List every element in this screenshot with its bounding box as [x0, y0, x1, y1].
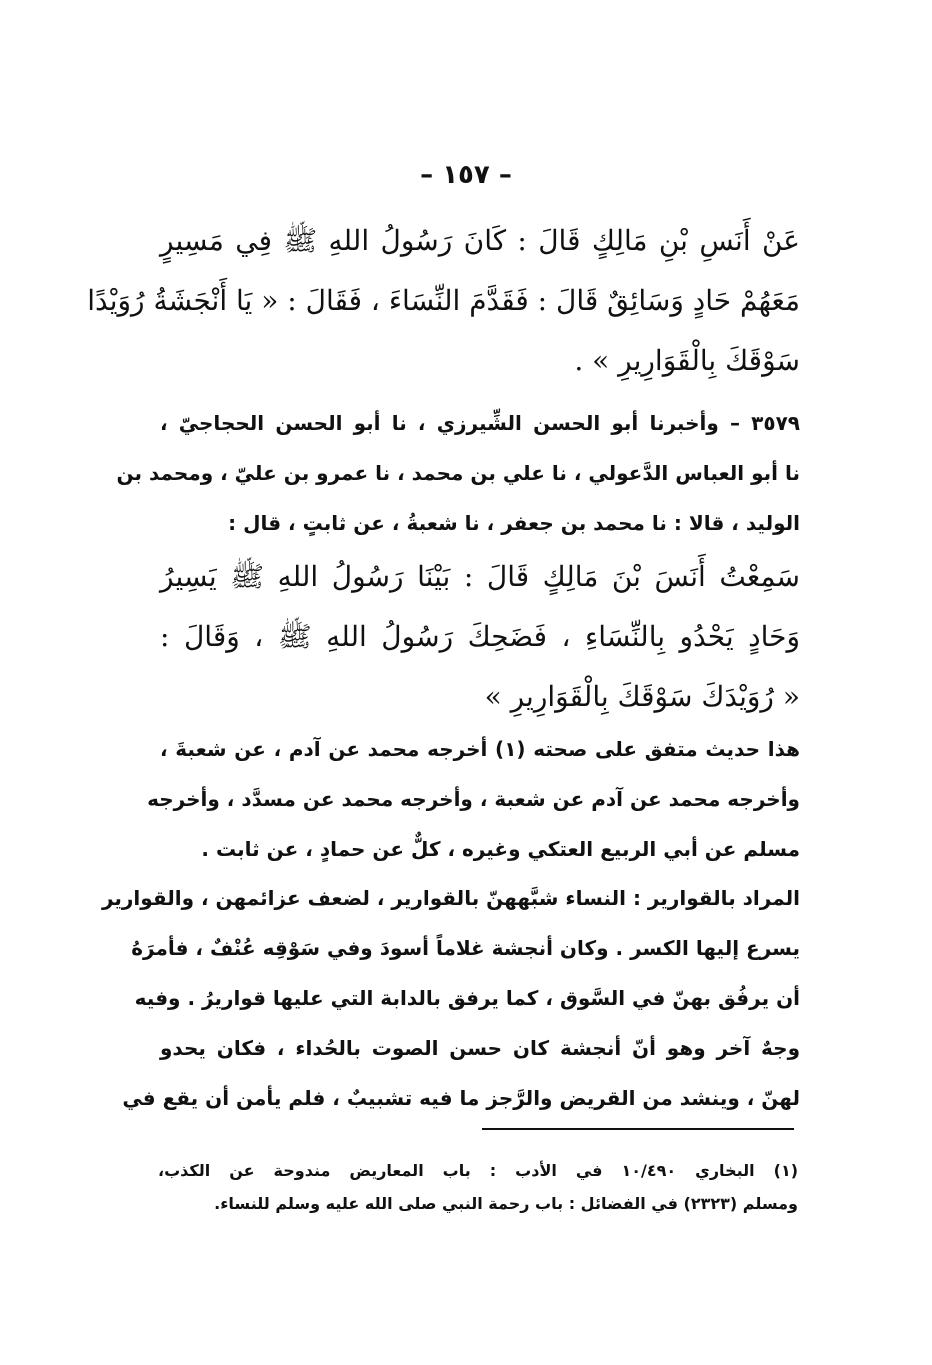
text-line: أن يرفُق بهنّ في السَّوق ، كما يرفق بالدابة التي عليها قواريرُ . وفيه — [134, 986, 800, 1010]
text-line: ٣٥٧٩ – وأخبرنا أبو الحسن الشِّيرزي ، نا أبو الحسن الحجاجيّ ، — [160, 411, 800, 435]
text-line: وَحَادٍ يَحْدُو بِالنِّسَاءِ ، فَضَحِكَ رَسُولُ اللهِ ﷺ ، وَقَالَ : — [160, 620, 800, 653]
takhrij-paragraph — [147, 724, 800, 874]
footnotes — [158, 1154, 798, 1220]
text-line: المراد بالقوارير : النساء شبَّههنّ بالقوارير ، لضعف عزائمهن ، والقوارير — [101, 886, 800, 910]
text-line: يسرع إليها الكسر . وكان أنجشة غلاماً أسودَ وفي سَوْقِه عُنْفٌ ، فأمرَهُ — [131, 936, 800, 960]
text-line: وأخرجه محمد عن آدم عن شعبة ، وأخرجه محمد عن مسدَّد ، وأخرجه — [147, 787, 800, 811]
text-line: نا أبو العباس الدَّعولي ، نا علي بن محمد ، نا عمرو بن عليّ ، ومحمد بن — [116, 461, 800, 485]
text-line: الوليد ، قالا : نا محمد بن جعفر ، نا شعبةُ ، عن ثابتٍ ، قال : — [228, 511, 800, 535]
footnote-line: ومسلم (٢٣٢٣) في الفضائل : باب رحمة النبي صلى الله عليه وسلم للنساء. — [214, 1194, 798, 1213]
footnote-divider — [482, 1128, 794, 1130]
hadith-anas-text-2 — [160, 547, 800, 727]
text-line: مَعَهُمْ حَادٍ وَسَائِقٌ قَالَ : فَقَدَّمَ النِّسَاءَ ، فَقَالَ : « يَا أَنْجَشَةُ رُوَيْدًا — [87, 284, 800, 317]
text-line: « رُوَيْدَكَ سَوْقَكَ بِالْقَوَارِيرِ » — [484, 680, 800, 713]
hadith-anas-text-1 — [87, 211, 800, 391]
text-line: مسلم عن أبي الربيع العتكي وغيره ، كلٌّ عن حمادٍ ، عن ثابت . — [201, 837, 800, 861]
text-line: وجهٌ آخر وهو أنّ أنجشة كان حسن الصوت بالحُداء ، فكان يحدو — [160, 1036, 800, 1060]
text-line: سَوْقَكَ بِالْقَوَارِيرِ » . — [574, 344, 800, 377]
page-number: – ١٥٧ – — [420, 160, 512, 190]
text-line: عَنْ أَنَسِ بْنِ مَالِكٍ قَالَ : كَانَ رَسُولُ اللهِ ﷺ فِي مَسِيرٍ — [160, 224, 800, 257]
footnote-line: (١) البخاري ١٠/٤٩٠ في الأدب : باب المعاريض مندوحة عن الكذب، — [158, 1161, 799, 1180]
text-line: سَمِعْتُ أَنَسَ بْنَ مَالِكٍ قَالَ : بَيْنَا رَسُولُ اللهِ ﷺ يَسِيرُ — [160, 560, 800, 593]
text-line: هذا حديث متفق على صحته (١) أخرجه محمد عن آدم ، عن شعبةَ ، — [160, 737, 800, 761]
text-line: لهنّ ، وينشد من القريض والرَّجز ما فيه تشبيبٌ ، فلم يأمن أن يقع في — [122, 1086, 800, 1110]
isnad-chain — [116, 398, 800, 548]
commentary-paragraph — [101, 873, 800, 1123]
